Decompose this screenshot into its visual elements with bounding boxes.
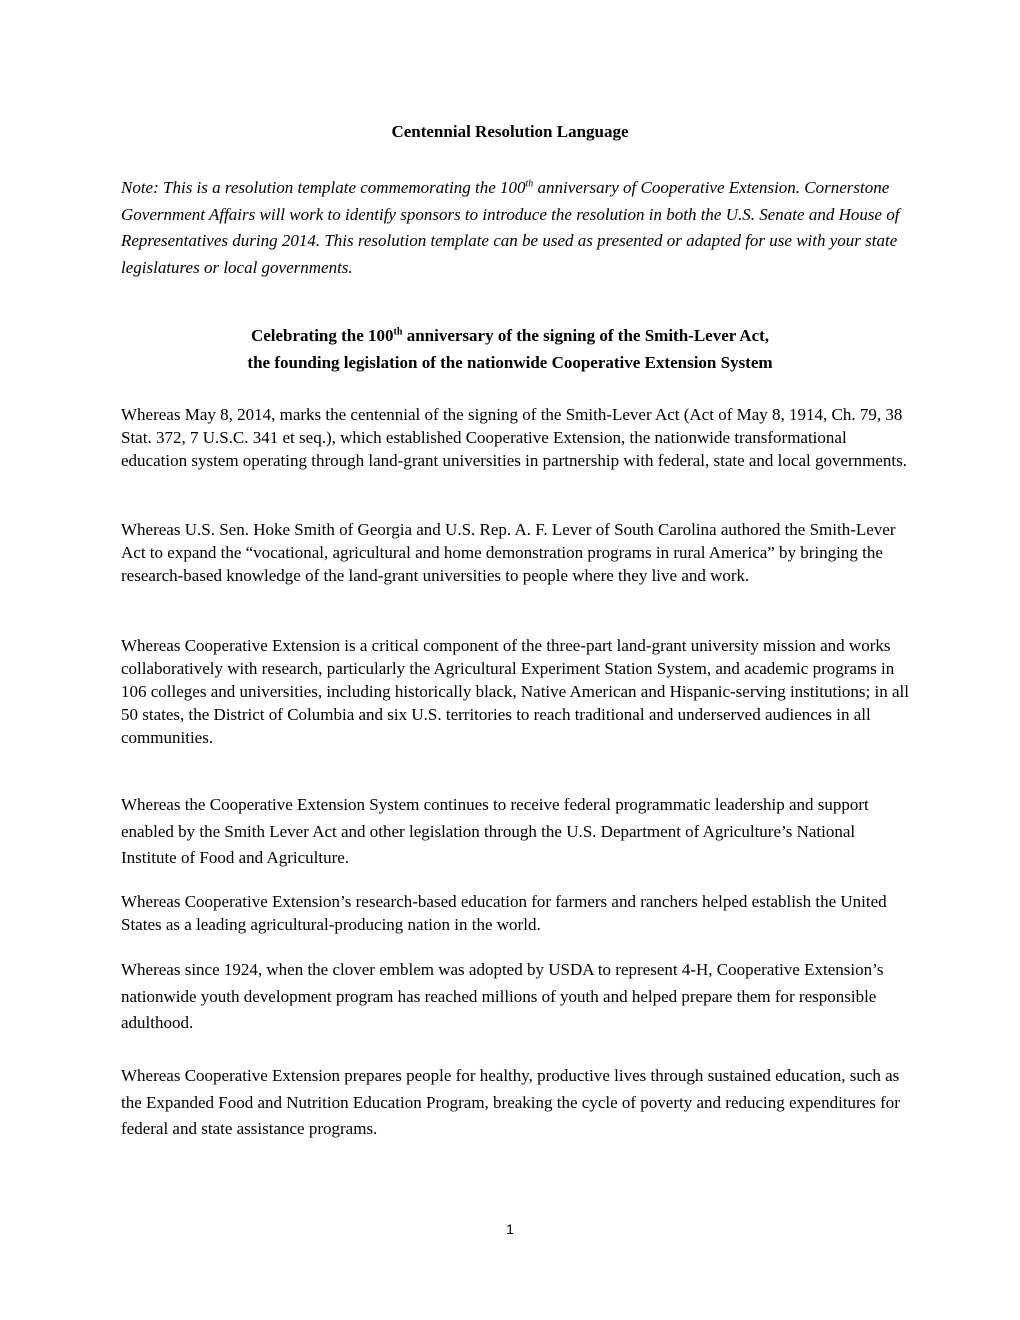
subtitle-line-2: the founding legislation of the nationwide Cooperative Extension System	[247, 353, 773, 372]
whereas-paragraph-1: Whereas May 8, 2014, marks the centennial of the signing of the Smith-Lever Act (Act of May 8, 1914, Ch. 79, 38 Stat. 372, 7 U.S.C. 341 et seq.), which established Cooperative Extension, the nationwide transformational education system operating through land-grant universities in partnership with federal, state and local governments.	[121, 405, 908, 470]
whereas-paragraph-3: Whereas Cooperative Extension is a critical component of the three-part land-grant university mission and works collaboratively with research, particularly the Agricultural Experiment Station System, and academic programs in 106 colleges and universities, including historically black, Native American and Hispanic-serving institutions; in all 50 states, the District of Columbia and six U.S. territories to reach traditional and underserved audiences in all communities.	[121, 636, 909, 747]
page-number: 1	[506, 1221, 514, 1237]
whereas-paragraph-4: Whereas the Cooperative Extension System continues to receive federal programmatic leadership and support enabled by the Smith Lever Act and other legislation through the U.S. Department of Agriculture’s National Institute of Food and Agriculture.	[121, 795, 869, 867]
resolution-subtitle	[0, 322, 1020, 376]
whereas-paragraph-6: Whereas since 1924, when the clover emblem was adopted by USDA to represent 4-H, Cooperative Extension’s nationwide youth development program has reached millions of youth and helped prepare them for responsible adulthood.	[121, 960, 884, 1032]
subtitle-superscript: th	[393, 326, 403, 338]
note-superscript: th	[525, 178, 534, 190]
whereas-paragraph-7: Whereas Cooperative Extension prepares people for healthy, productive lives through sustained education, such as the Expanded Food and Nutrition Education Program, breaking the cycle of poverty and reducing expenditures for federal and state assistance programs.	[121, 1066, 900, 1138]
subtitle-line-1-start: Celebrating the 100	[250, 326, 394, 345]
subtitle-line-1-end: anniversary of the signing of the Smith-Lever Act,	[402, 326, 770, 345]
note-paragraph	[121, 175, 911, 281]
note-text-start: Note: This is a resolution template commemorating the 100	[121, 178, 526, 197]
whereas-paragraph-5: Whereas Cooperative Extension’s research-based education for farmers and ranchers helped establish the United States as a leading agricultural-producing nation in the world.	[121, 892, 887, 934]
subtitle-line-1	[0, 322, 1020, 349]
note-text-end: anniversary of Cooperative Extension. Cornerstone Government Affairs will work to identify sponsors to introduce the resolution in both the U.S. Senate and House of Representatives during 2014. This resolution template can be used as presented or adapted for use with your state legislatures or local governments.	[121, 178, 900, 277]
whereas-paragraph-2: Whereas U.S. Sen. Hoke Smith of Georgia and U.S. Rep. A. F. Lever of South Carolina authored the Smith-Lever Act to expand the “vocational, agricultural and home demonstration programs in rural America” by bringing the research-based knowledge of the land-grant universities to people where they live and work.	[121, 520, 896, 585]
page-title: Centennial Resolution Language	[391, 122, 629, 141]
